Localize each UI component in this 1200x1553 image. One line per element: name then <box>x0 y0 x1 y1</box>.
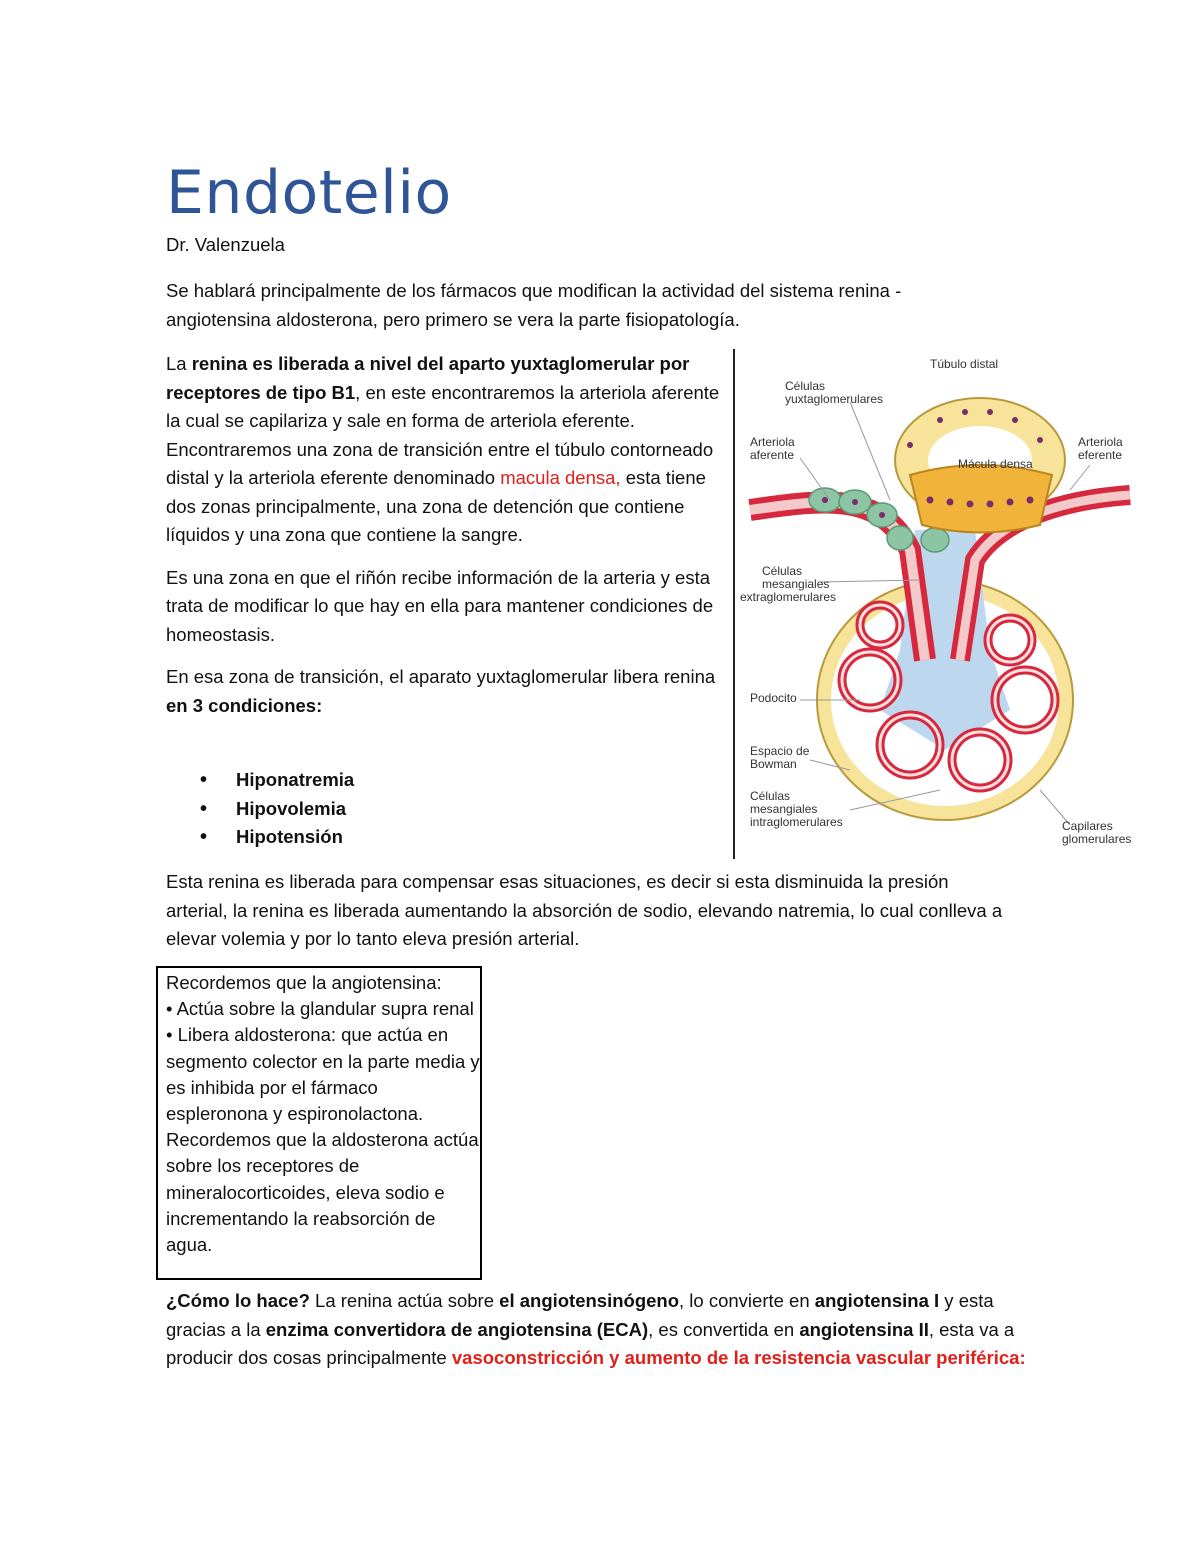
paragraph-como-lo-hace <box>166 1287 1036 1373</box>
text: esta tiene dos zonas principalmente, una zona de detención que contiene líquidos y una zona que contiene la sangre. <box>166 467 706 545</box>
box-line: • Libera aldosterona: que actúa en segmento colector en la parte media y es inhibida por el fármaco espleronona y espironolactona. <box>166 1024 480 1125</box>
bold-text: renina es liberada a nivel del aparto yuxtaglomerular por receptores de tipo B1 <box>166 353 690 403</box>
text: La renina actúa sobre <box>309 1290 500 1311</box>
svg-text:Capilaresglomerulares: Capilares glomerulares <box>1062 819 1132 846</box>
highlight-vasoconstriccion: vasoconstricción y aumento de la resistencia vascular periférica: <box>451 1347 1026 1368</box>
box-line: • Actúa sobre la glandular supra renal <box>166 998 474 1020</box>
bold-text: enzima convertidora de angiotensina (ECA) <box>265 1318 649 1340</box>
bold-text: angiotensina II <box>799 1318 929 1340</box>
text: La <box>166 353 192 374</box>
page-title: Endotelio <box>166 158 452 228</box>
author-line: Dr. Valenzuela <box>166 234 285 255</box>
text: , es convertida en <box>648 1318 800 1340</box>
text: En esa zona de transición, el aparato yuxtaglomerular libera renina <box>166 666 716 687</box>
paragraph-compensacion: Esta renina es liberada para compensar esas situaciones, es decir si esta disminuida la presión arterial, la renina es liberada aumentando la absorción de sodio, elevando natremia, lo cual conlleva a elevar volemia y por lo tanto eleva presión arterial. <box>166 871 1003 949</box>
paragraph-renina <box>166 350 721 550</box>
conditions-list <box>200 766 354 852</box>
highlight-macula-densa: macula densa, <box>500 467 621 488</box>
label-tubulo: Túbulo distal <box>930 357 999 371</box>
paragraph-condiciones <box>166 663 721 720</box>
juxtaglomerular-diagram <box>740 350 1140 858</box>
bold-text: ¿Cómo lo hace? <box>166 1290 310 1311</box>
condition-label: Hiponatremia <box>236 769 355 790</box>
svg-text:Arteriolaeferente: Arteriola eferente <box>1078 435 1123 462</box>
text: , en este encontraremos la arteriola aferente la cual se capilariza y sale en forma de arteriola eferente. Encontraremos una zona de transición entre el túbulo contorneado distal y la arteriola eferente denominado <box>166 381 720 488</box>
bold-text: en 3 condiciones: <box>166 694 323 716</box>
bullet-icon: • <box>200 769 208 791</box>
column-divider <box>733 349 735 859</box>
condition-label: Hipovolemia <box>236 797 346 819</box>
box-line: Recordemos que la angiotensina: <box>166 972 442 993</box>
svg-text:Arteriolaaferente: Arteriola aferente <box>750 435 795 462</box>
text: y esta gracias a la <box>166 1290 994 1340</box>
paragraph-homeostasis: Es una zona en que el riñón recibe información de la arteria y esta trata de modificar lo que hay en ella para mantener condiciones de homeostasis. <box>166 566 714 645</box>
bullet-icon: • <box>200 797 208 820</box>
list-item <box>200 823 354 852</box>
bold-text: el angiotensinógeno <box>499 1290 680 1311</box>
bullet-icon: • <box>200 826 208 848</box>
left-column <box>166 350 721 720</box>
intro-paragraph: Se hablará principalmente de los fármacos que modifican la actividad del sistema renina -angiotensina aldosterona, pero primero se vera la parte fisiopatología. <box>166 280 902 330</box>
box-line: Recordemos que la aldosterona actúa sobre los receptores de mineralocorticoides, eleva sodio e incrementando la reabsorción de agua. <box>166 1129 479 1256</box>
svg-text:Podocito: Podocito <box>750 691 797 705</box>
text: , esta va a producir dos cosas principalmente <box>166 1318 1015 1368</box>
list-item <box>200 795 354 824</box>
svg-text:Célulasmesangialesintraglomeru: Células mesangiales intraglomerulares <box>750 789 843 829</box>
svg-text:Espacio deBowman: Espacio de Bowman <box>750 744 810 771</box>
label-macula: Mácula densa <box>958 457 1033 471</box>
condition-label: Hipotensión <box>236 826 343 847</box>
list-item <box>200 766 354 795</box>
svg-text:Célulasyuxtaglomerulares: Células yuxtaglomerulares <box>785 379 884 406</box>
text: , lo convierte en <box>679 1290 815 1311</box>
angiotensina-callout-box <box>156 966 482 1280</box>
svg-text:Célulasmesangialesextraglomeru: Células mesangiales extraglomerulares <box>740 564 837 604</box>
bold-text: angiotensina I <box>814 1290 940 1311</box>
